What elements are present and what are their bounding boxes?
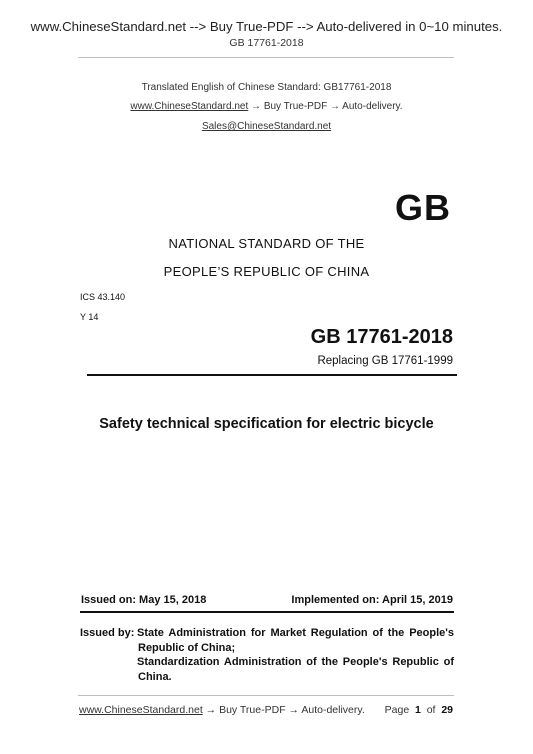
email-link[interactable]: Sales@ChineseStandard.net: [201, 121, 332, 132]
footer-purchase-steps: → Buy True-PDF → Auto-delivery.: [202, 704, 365, 716]
footer-website-link[interactable]: www.ChineseStandard.net: [79, 704, 203, 716]
dates-divider: [80, 611, 454, 613]
document-title: Safety technical specification for electric bicycle: [99, 416, 434, 432]
issued-by-line: State Administration for Market Regulation of the People's: [137, 627, 454, 639]
title-divider: [87, 374, 457, 376]
gb-logo: GB: [395, 187, 451, 228]
page-indicator: [385, 704, 453, 716]
national-standard-line2: PEOPLE’S REPUBLIC OF CHINA: [163, 264, 370, 279]
issued-by-line: China.: [138, 670, 172, 683]
footer-purchase-line: [79, 704, 365, 716]
page-label: Page: [384, 704, 410, 716]
website-link[interactable]: www.ChineseStandard.net: [130, 101, 249, 112]
issued-by-line: Standardization Administration of the People's Republic of: [137, 656, 454, 668]
page-number: 1: [415, 704, 421, 716]
standard-code: GB 17761-2018: [310, 326, 453, 348]
issued-by-line: Republic of China;: [138, 641, 236, 654]
ics-code: ICS 43.140: [80, 292, 126, 302]
implemented-date: Implemented on: April 15, 2019: [291, 594, 453, 606]
header-divider: [78, 57, 454, 58]
translation-purchase-line: [0, 101, 533, 112]
header-standard-code: GB 17761-2018: [229, 37, 304, 49]
replacing-note: Replacing GB 17761-1999: [317, 355, 453, 367]
of-label: of: [426, 704, 436, 716]
footer-divider: [78, 695, 454, 696]
issued-date: Issued on: May 15, 2018: [81, 594, 207, 606]
page-total: 29: [441, 704, 453, 716]
classification-code: Y 14: [80, 312, 99, 322]
email-line: [0, 121, 533, 132]
national-standard-line1: NATIONAL STANDARD OF THE: [168, 236, 365, 251]
translation-note: Translated English of Chinese Standard: GB17761-2018: [141, 82, 392, 93]
issued-by-label: Issued by:: [80, 627, 135, 639]
purchase-steps: → Buy True-PDF → Auto-delivery.: [248, 101, 403, 112]
header-banner: www.ChineseStandard.net --> Buy True-PDF --> Auto-delivered in 0~10 minutes.: [30, 19, 503, 34]
